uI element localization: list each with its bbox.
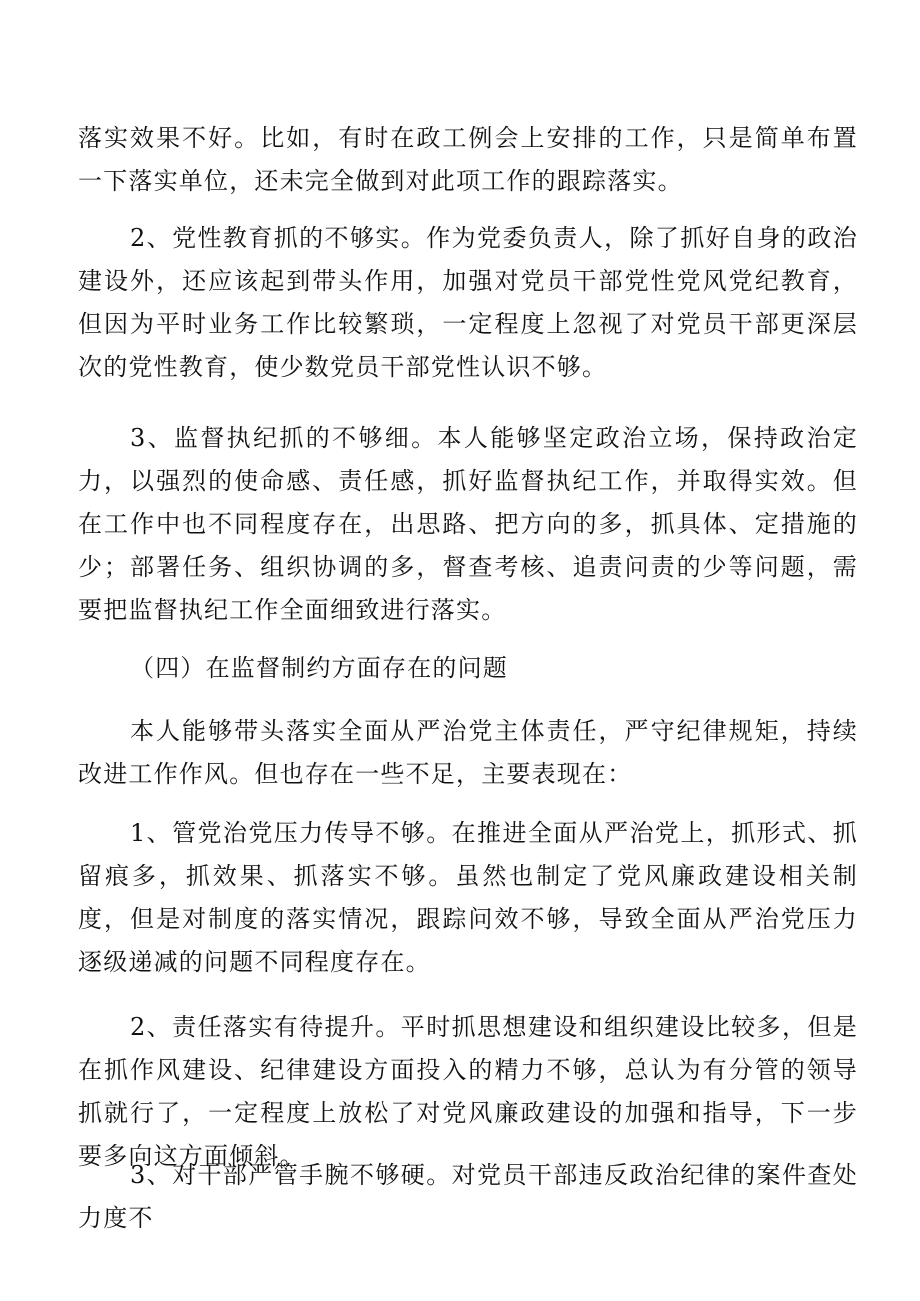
- paragraph-section-intro: 本人能够带头落实全面从严治党主体责任，严守纪律规矩，持续改进工作作风。但也存在一些不足，主要表现在：: [78, 717, 858, 788]
- paragraph-supervision-discipline: 3、监督执纪抓的不够细。本人能够坚定政治立场，保持政治定力，以强烈的使命感、责任感，抓好监督执纪工作，并取得实效。但在工作中也不同程度存在，出思路、把方向的多，抓具体、定措施的少；部署任务、组织协调的多，督查考核、追责问责的少等问题，需要把监督执纪工作全面细致进行落实。: [78, 424, 858, 624]
- paragraph-continuation: 落实效果不好。比如，有时在政工例会上安排的工作，只是简单布置一下落实单位，还未完全做到对此项工作的跟踪落实。: [78, 124, 858, 195]
- paragraph-responsibility: 2、责任落实有待提升。平时抓思想建设和组织建设比较多，但是在抓作风建设、纪律建设方面投入的精力不够，总认为有分管的领导抓就行了，一定程度上放松了对党风廉政建设的加强和指导，下一步要多向这方面倾斜。: [78, 1013, 858, 1170]
- paragraph-party-education: 2、党性教育抓的不够实。作为党委负责人，除了抓好自身的政治建设外，还应该起到带头作用，加强对党员干部党性党风党纪教育，但因为平时业务工作比较繁琐，一定程度上忽视了对党员干部更深层次的党性教育，使少数党员干部党性认识不够。: [78, 224, 858, 381]
- paragraph-strict-management: 3、对干部严管手腕不够硬。对党员干部违反政治纪律的案件查处力度不: [78, 1161, 858, 1232]
- section-heading-supervision-constraint: （四）在监督制约方面存在的问题: [130, 654, 508, 682]
- paragraph-pressure-transmission: 1、管党治党压力传导不够。在推进全面从严治党上，抓形式、抓留痕多，抓效果、抓落实不够。虽然也制定了党风廉政建设相关制度，但是对制度的落实情况，跟踪问效不够，导致全面从严治党压力逐级递减的问题不同程度存在。: [78, 819, 858, 976]
